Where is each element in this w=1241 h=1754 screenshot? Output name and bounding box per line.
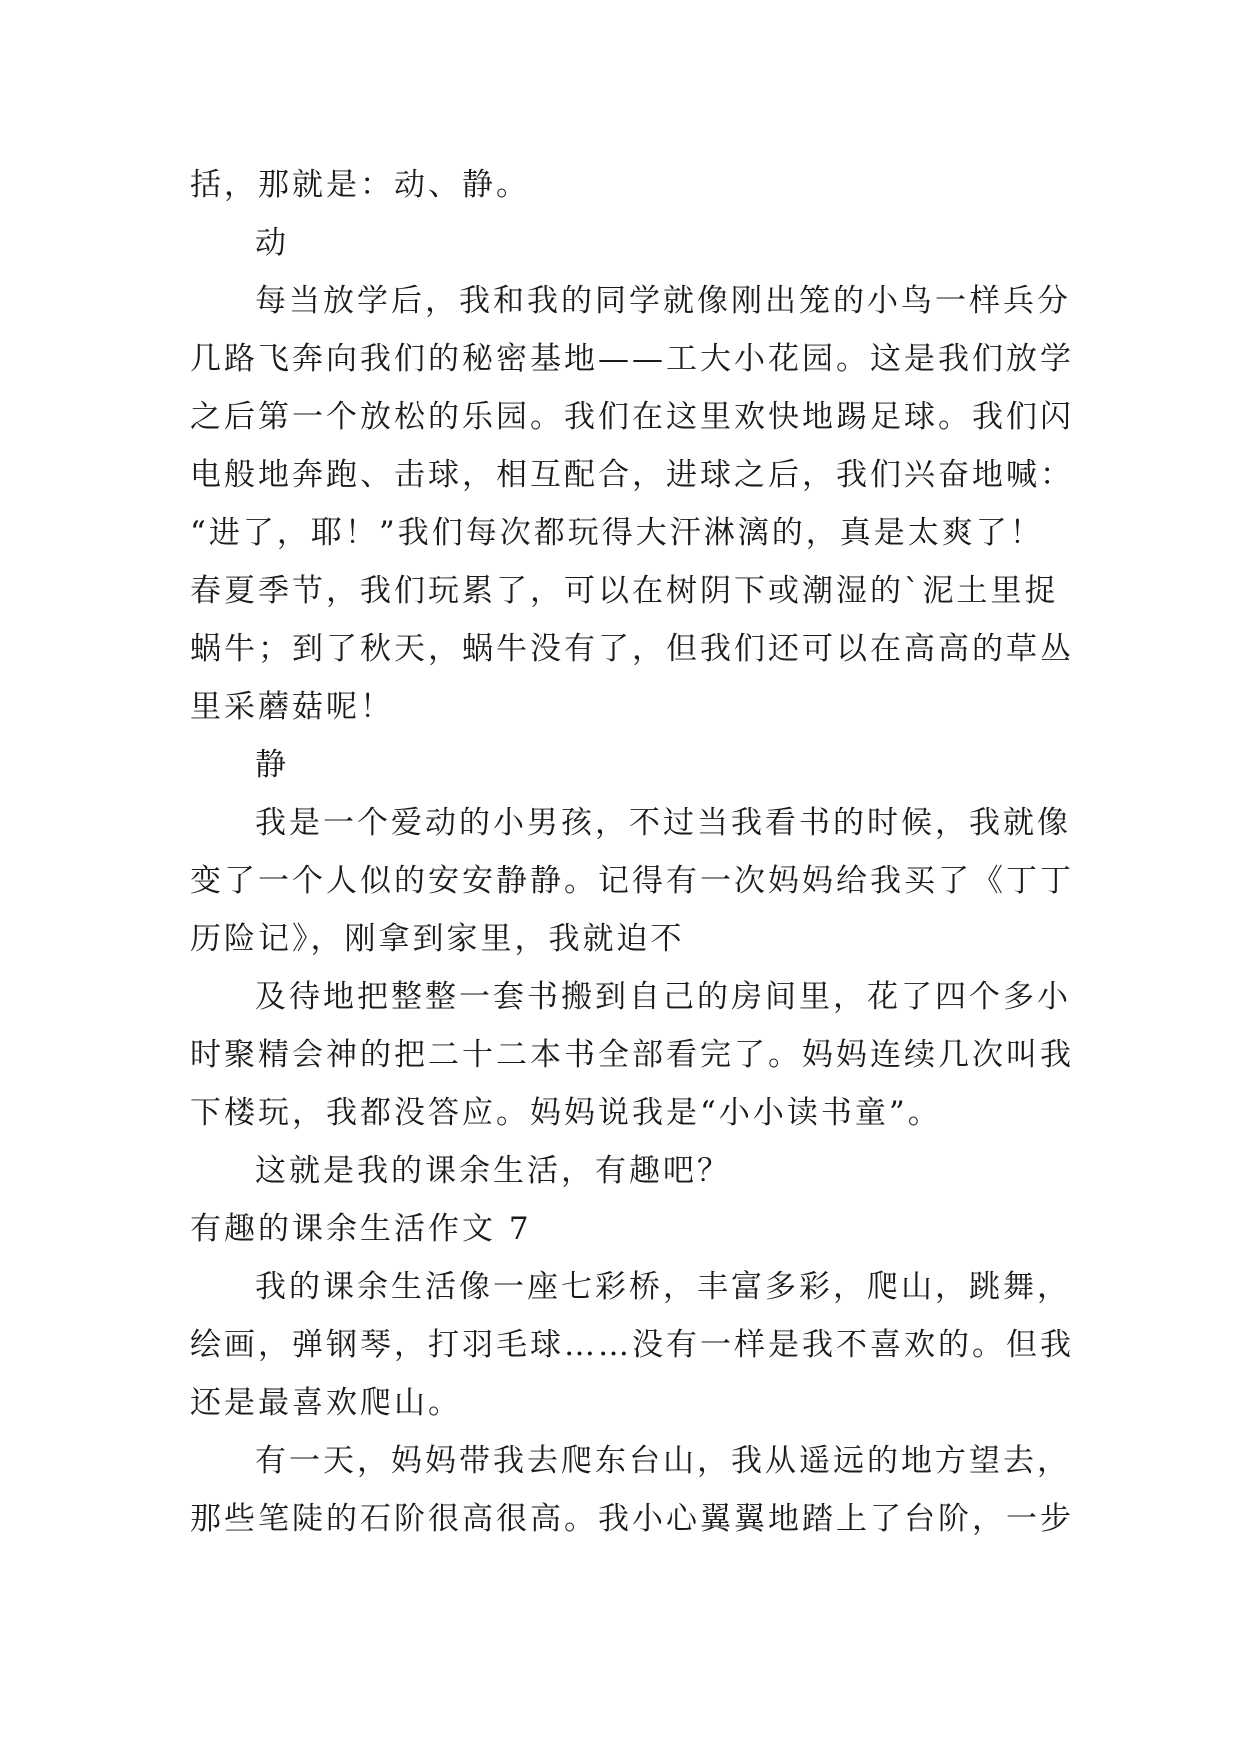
text-line: 有一天，妈妈带我去爬东台山，我从遥远的地方望去， — [255, 1443, 1071, 1479]
essay-title: 有趣的课余生活作文 7 — [190, 1211, 532, 1247]
text-line: 历险记》，刚拿到家里，我就迫不 — [190, 921, 685, 957]
text-line: 时聚精会神的把二十二本书全部看完了。妈妈连续几次叫我 — [190, 1037, 1074, 1073]
text-line: 还是最喜欢爬山。 — [190, 1385, 462, 1421]
text-line: 变了一个人似的安安静静。记得有一次妈妈给我买了《丁丁 — [190, 863, 1074, 899]
text-line: 蜗牛；到了秋天，蜗牛没有了，但我们还可以在高高的草丛 — [190, 631, 1074, 667]
section-heading-dong: 动 — [255, 225, 289, 261]
text-line: 几路飞奔向我们的秘密基地——工大小花园。这是我们放学 — [190, 341, 1074, 377]
text-line: 括，那就是：动、静。 — [190, 167, 530, 203]
text-line: 里采蘑菇呢！ — [190, 689, 394, 725]
text-line: 我的课余生活像一座七彩桥，丰富多彩，爬山，跳舞， — [255, 1269, 1071, 1305]
text-line: 我是一个爱动的小男孩，不过当我看书的时候，我就像 — [255, 805, 1071, 841]
text-line: 之后第一个放松的乐园。我们在这里欢快地踢足球。我们闪 — [190, 399, 1074, 435]
text-line: 那些笔陡的石阶很高很高。我小心翼翼地踏上了台阶，一步 — [190, 1501, 1074, 1537]
text-line: 春夏季节，我们玩累了，可以在树阴下或潮湿的`泥土里捉 — [190, 573, 1059, 609]
text-line: 电般地奔跑、击球，相互配合，进球之后，我们兴奋地喊： — [190, 457, 1074, 493]
text-line: “进了，耶！”我们每次都玩得大汗淋漓的，真是太爽了！ — [190, 515, 1044, 551]
text-line: 及待地把整整一套书搬到自己的房间里，花了四个多小 — [255, 979, 1071, 1015]
text-line: 这就是我的课余生活，有趣吧？ — [255, 1153, 731, 1189]
text-line: 每当放学后，我和我的同学就像刚出笼的小鸟一样兵分 — [255, 283, 1071, 319]
section-heading-jing: 静 — [255, 747, 289, 783]
text-line: 绘画，弹钢琴，打羽毛球……没有一样是我不喜欢的。但我 — [190, 1327, 1074, 1363]
text-line: 下楼玩，我都没答应。妈妈说我是“小小读书童”。 — [190, 1095, 942, 1131]
